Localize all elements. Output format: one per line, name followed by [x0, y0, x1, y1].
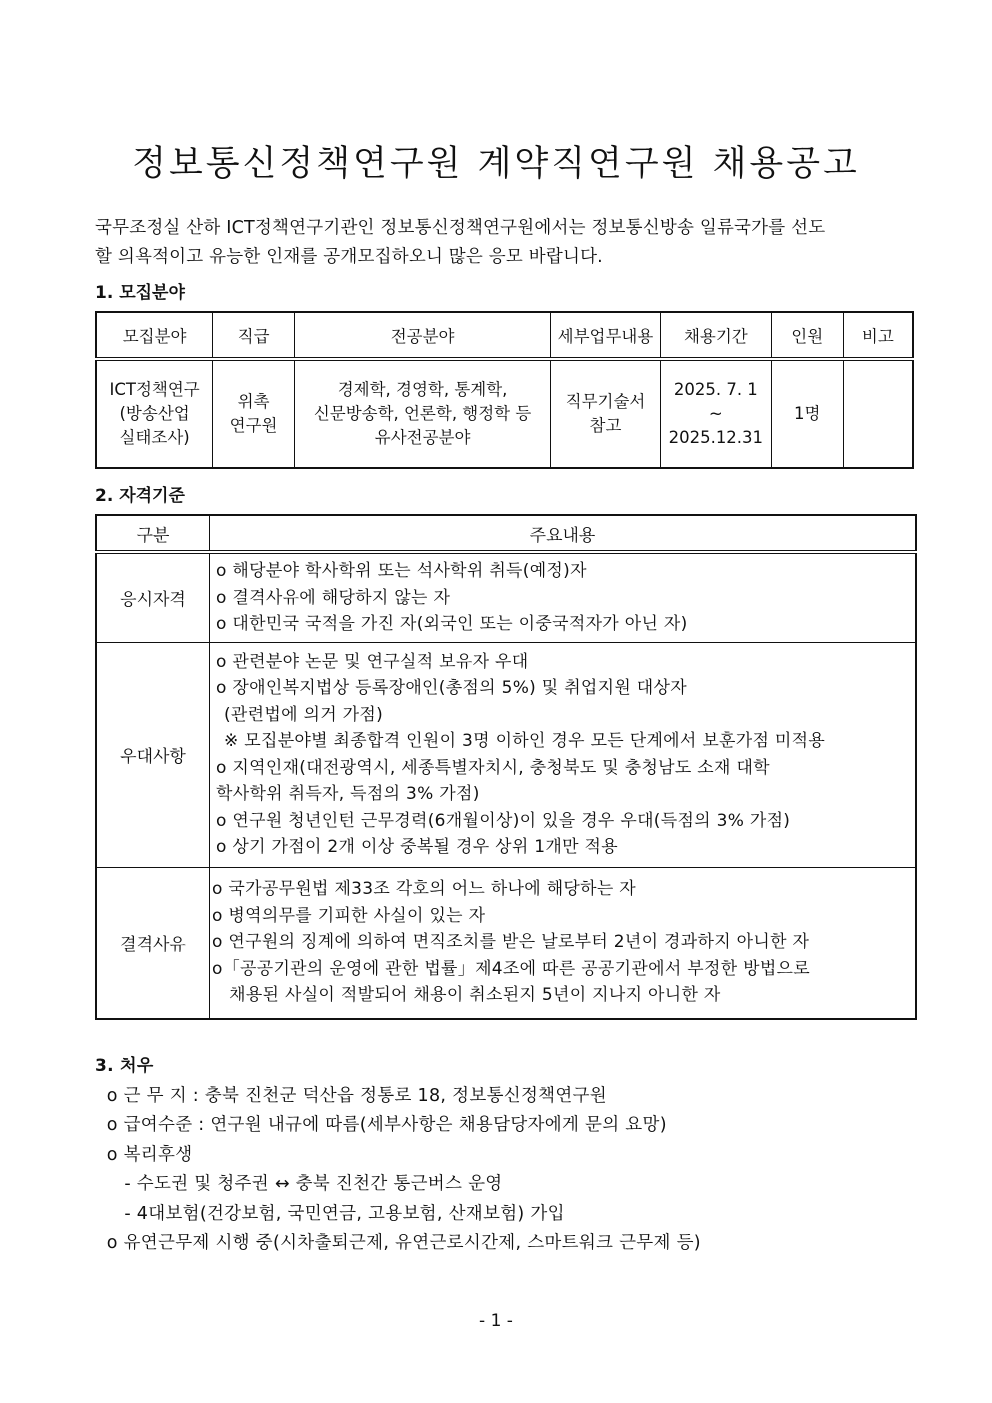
header-cell: 채용기간 — [660, 312, 771, 359]
page-title: 정보통신정책연구원 계약직연구원 채용공고 — [132, 144, 860, 184]
intro-line: 할 의욕적이고 유능한 인재를 공개모집하오니 많은 응모 바랍니다. — [95, 247, 603, 267]
section3-heading: 3. 처우 — [95, 1056, 154, 1076]
period-cell: 2025. 7. 1 ~ 2025.12.31 — [660, 359, 771, 468]
content-line: (관련법에 의거 가점) — [224, 704, 384, 725]
page-number: - 1 - — [479, 1311, 513, 1331]
count-cell: 1명 — [771, 359, 843, 468]
section1-heading: 1. 모집분야 — [95, 283, 185, 303]
content-line: o 결격사유에 해당하지 않는 자 — [216, 587, 451, 608]
content-line: o 대한민국 국적을 가진 자(외국인 또는 이중국적자가 아닌 자) — [216, 614, 688, 634]
row-label: 응시자격 — [96, 552, 210, 642]
note-cell — [843, 359, 913, 468]
benefit-line: o 복리후생 — [95, 1144, 193, 1165]
row-content — [210, 642, 917, 867]
header-cell: 주요내용 — [210, 515, 917, 552]
benefit-line: o 근 무 지 : 충북 진천군 덕산읍 정통로 18, 정보통신정책연구원 — [95, 1085, 607, 1106]
row-content — [210, 552, 917, 642]
header-cell: 전공분야 — [294, 312, 550, 359]
major-cell: 경제학, 경영학, 통계학, 신문방송학, 언론학, 행정학 등 유사전공분야 — [294, 359, 550, 468]
field-cell: ICT정책연구 (방송산업 실태조사) — [109, 380, 200, 447]
content-line: o 국가공무원법 제33조 각호의 어느 하나에 해당하는 자 — [212, 879, 637, 900]
header-cell: 모집분야 — [96, 312, 213, 359]
content-line: o 상기 가점이 2개 이상 중복될 경우 상위 1개만 적용 — [216, 837, 618, 857]
content-line: 학사학위 취득자, 득점의 3% 가점) — [216, 784, 480, 804]
header-cell: 직급 — [213, 312, 295, 359]
content-line: o 해당분야 학사학위 또는 석사학위 취득(예정)자 — [216, 561, 587, 581]
content-line: o 지역인재(대전광역시, 세종특별자치시, 충청북도 및 충청남도 소재 대학 — [216, 757, 770, 778]
intro-paragraph — [95, 214, 905, 272]
content-line: o 장애인복지법상 등록장애인(총점의 5%) 및 취업지원 대상자 — [216, 678, 687, 698]
row-label: 우대사항 — [96, 642, 210, 867]
row-content — [210, 867, 917, 1019]
table-header-row — [96, 312, 913, 359]
qualification-table — [95, 514, 917, 1020]
header-cell: 비고 — [843, 312, 913, 359]
content-line: o「공공기관의 운영에 관한 법률」제4조에 따른 공공기관에서 부정한 방법으로 — [212, 958, 811, 979]
content-line: o 연구원 청년인턴 근무경력(6개월이상)이 있을 경우 우대(득점의 3% 가점) — [216, 810, 791, 831]
header-cell: 구분 — [96, 515, 210, 552]
table-row — [96, 867, 916, 1019]
content-line: o 관련분야 논문 및 연구실적 보유자 우대 — [216, 651, 529, 672]
duty-cell: 직무기술서 참고 — [551, 359, 661, 468]
content-line: ※ 모집분야별 최종합격 인원이 3명 이하인 경우 모든 단계에서 보훈가점 미적용 — [224, 731, 826, 751]
content-line: o 연구원의 징계에 의하여 면직조치를 받은 날로부터 2년이 경과하지 아니한 자 — [212, 932, 810, 953]
table-header-row — [96, 515, 916, 552]
header-cell: 인원 — [771, 312, 843, 359]
benefit-line: - 4대보험(건강보험, 국민연금, 고용보험, 산재보험) 가입 — [95, 1203, 565, 1224]
benefit-line: - 수도권 및 청주권 ↔ 충북 진천간 통근버스 운영 — [95, 1174, 503, 1194]
table-row — [96, 642, 916, 867]
table-row — [96, 552, 916, 642]
intro-line: 국무조정실 산하 ICT정책연구기관인 정보통신정책연구원에서는 정보통신방송 일류국가를 선도 — [95, 218, 826, 238]
section2-heading: 2. 자격기준 — [95, 486, 185, 506]
header-cell: 세부업무내용 — [551, 312, 661, 359]
section3 — [95, 1052, 701, 1259]
benefit-line: o 급여수준 : 연구원 내규에 따름(세부사항은 채용담당자에게 문의 요망) — [95, 1115, 667, 1135]
content-line: 채용된 사실이 적발되어 채용이 취소된지 5년이 지나지 아니한 자 — [212, 985, 721, 1006]
row-label: 결격사유 — [96, 867, 210, 1019]
benefit-line: o 유연근무제 시행 중(시차출퇴근제, 유연근로시간제, 스마트워크 근무제 등) — [95, 1233, 701, 1253]
content-line: o 병역의무를 기피한 사실이 있는 자 — [212, 905, 486, 926]
recruitment-table — [95, 311, 914, 469]
rank-cell: 위촉 연구원 — [213, 359, 295, 468]
table-row — [96, 359, 913, 468]
